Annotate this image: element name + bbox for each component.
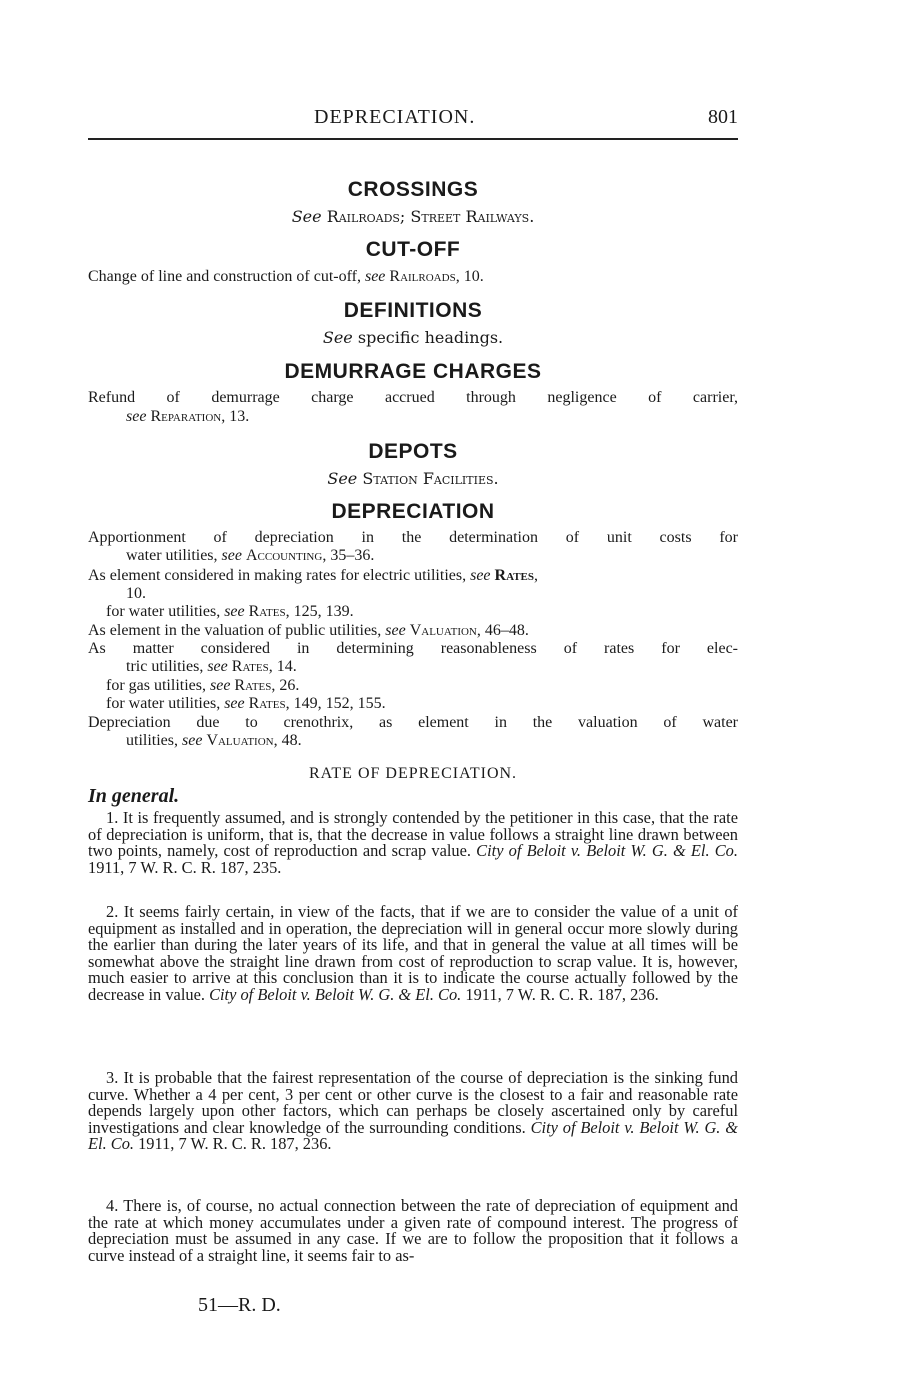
paragraph-3: 3. It is probable that the fairest representation of the course of depreciation is the sinking fund curve. Whether a 4 per cent, 3 per cent or other curve is the closest to a fair and reasonable rate depends largely upon other factors, which can perhaps be closely ascertained only by careful investigations and clear knowledge of the surrounding conditions. City of Beloit v. Beloit W. G. & El. Co. 1911, 7 W. R. C. R. 187, 236. [88,1068,738,1154]
heading-definitions: DEFINITIONS [343,299,483,322]
heading-cut-off: CUT-OFF [365,238,461,261]
cut-off-entry: Change of line and construction of cut-off, see Railroads, 10. [88,268,484,285]
running-header [88,104,738,140]
depreciation-entry-line: for water utilities, see Rates, 149, 152, 155. [106,695,386,712]
heading-demurrage-charges: DEMURRAGE CHARGES [284,360,542,383]
heading-depots: DEPOTS [368,440,458,463]
subheading-rate-of-depreciation: RATE OF DEPRECIATION. [308,765,518,782]
depreciation-entry-line: Depreciation due to crenothrix, as element in the valuation of water [88,714,738,731]
depreciation-entry-line: As element in the valuation of public utilities, see Valuation, 46–48. [88,622,529,639]
signature-mark: 51—R. D. [198,1294,281,1316]
paragraph-2: 2. It seems fairly certain, in view of the facts, that if we are to consider the value of a unit of equipment as installed and in operation, the depreciation will in general occur more slowly during the earlier than during the later years of its life, and that in general the value at all times will be somewhat above the straight line drawn from cost of reproduction to scrap value. It is, however, much easier to arrive at this conclusion than it is to indicate the course actually followed by the decrease in value. City of Beloit v. Beloit W. G. & El. Co. 1911, 7 W. R. C. R. 187, 236. [88,902,738,1004]
demurrage-entry-line1: Refund of demurrage charge accrued through negligence of carrier, [88,389,738,406]
subheading-in-general: In general. [88,785,180,807]
depreciation-entry-line: Apportionment of depreciation in the determination of unit costs for [88,529,738,546]
depots-see-line: See Station Facilities. [327,469,499,488]
depreciation-entry-line: 10. [126,585,146,602]
heading-depreciation: DEPRECIATION [331,500,495,523]
running-title: DEPRECIATION. [314,106,476,128]
depreciation-entry-line: As matter considered in determining reasonableness of rates for elec- [88,640,738,657]
depreciation-entry-line: water utilities, see Accounting, 35–36. [126,547,375,564]
depreciation-entry-line: utilities, see Valuation, 48. [126,732,302,749]
crossings-see-line: See Railroads; Street Railways. [291,207,535,226]
depreciation-entry-line: for gas utilities, see Rates, 26. [106,677,300,694]
page-number: 801 [708,106,738,128]
demurrage-entry-line2: see Reparation, 13. [126,408,250,425]
depreciation-entry-line: tric utilities, see Rates, 14. [126,658,297,675]
definitions-see-line: See specific headings. [322,328,504,347]
heading-crossings: CROSSINGS [347,178,479,201]
paragraph-4: 4. There is, of course, no actual connection between the rate of depreciation of equipment and the rate at which money accumulates under a given rate of compound interest. The progress of depreciation must be assumed in any case. If we are to follow the proposition that it follows a curve instead of a straight line, it seems fair to as- [88,1196,738,1265]
depreciation-entry-line: As element considered in making rates for electric utilities, see Rates, [88,567,539,584]
depreciation-entry-line: for water utilities, see Rates, 125, 139. [106,603,354,620]
paragraph-1: 1. It is frequently assumed, and is strongly contended by the petitioner in this case, that the rate of depreciation is uniform, that is, that the decrease in value follows a straight line drawn between two points, namely, cost of reproduction and scrap value. City of Beloit v. Beloit W. G. & El. Co. 1911, 7 W. R. C. R. 187, 235. [88,808,738,877]
